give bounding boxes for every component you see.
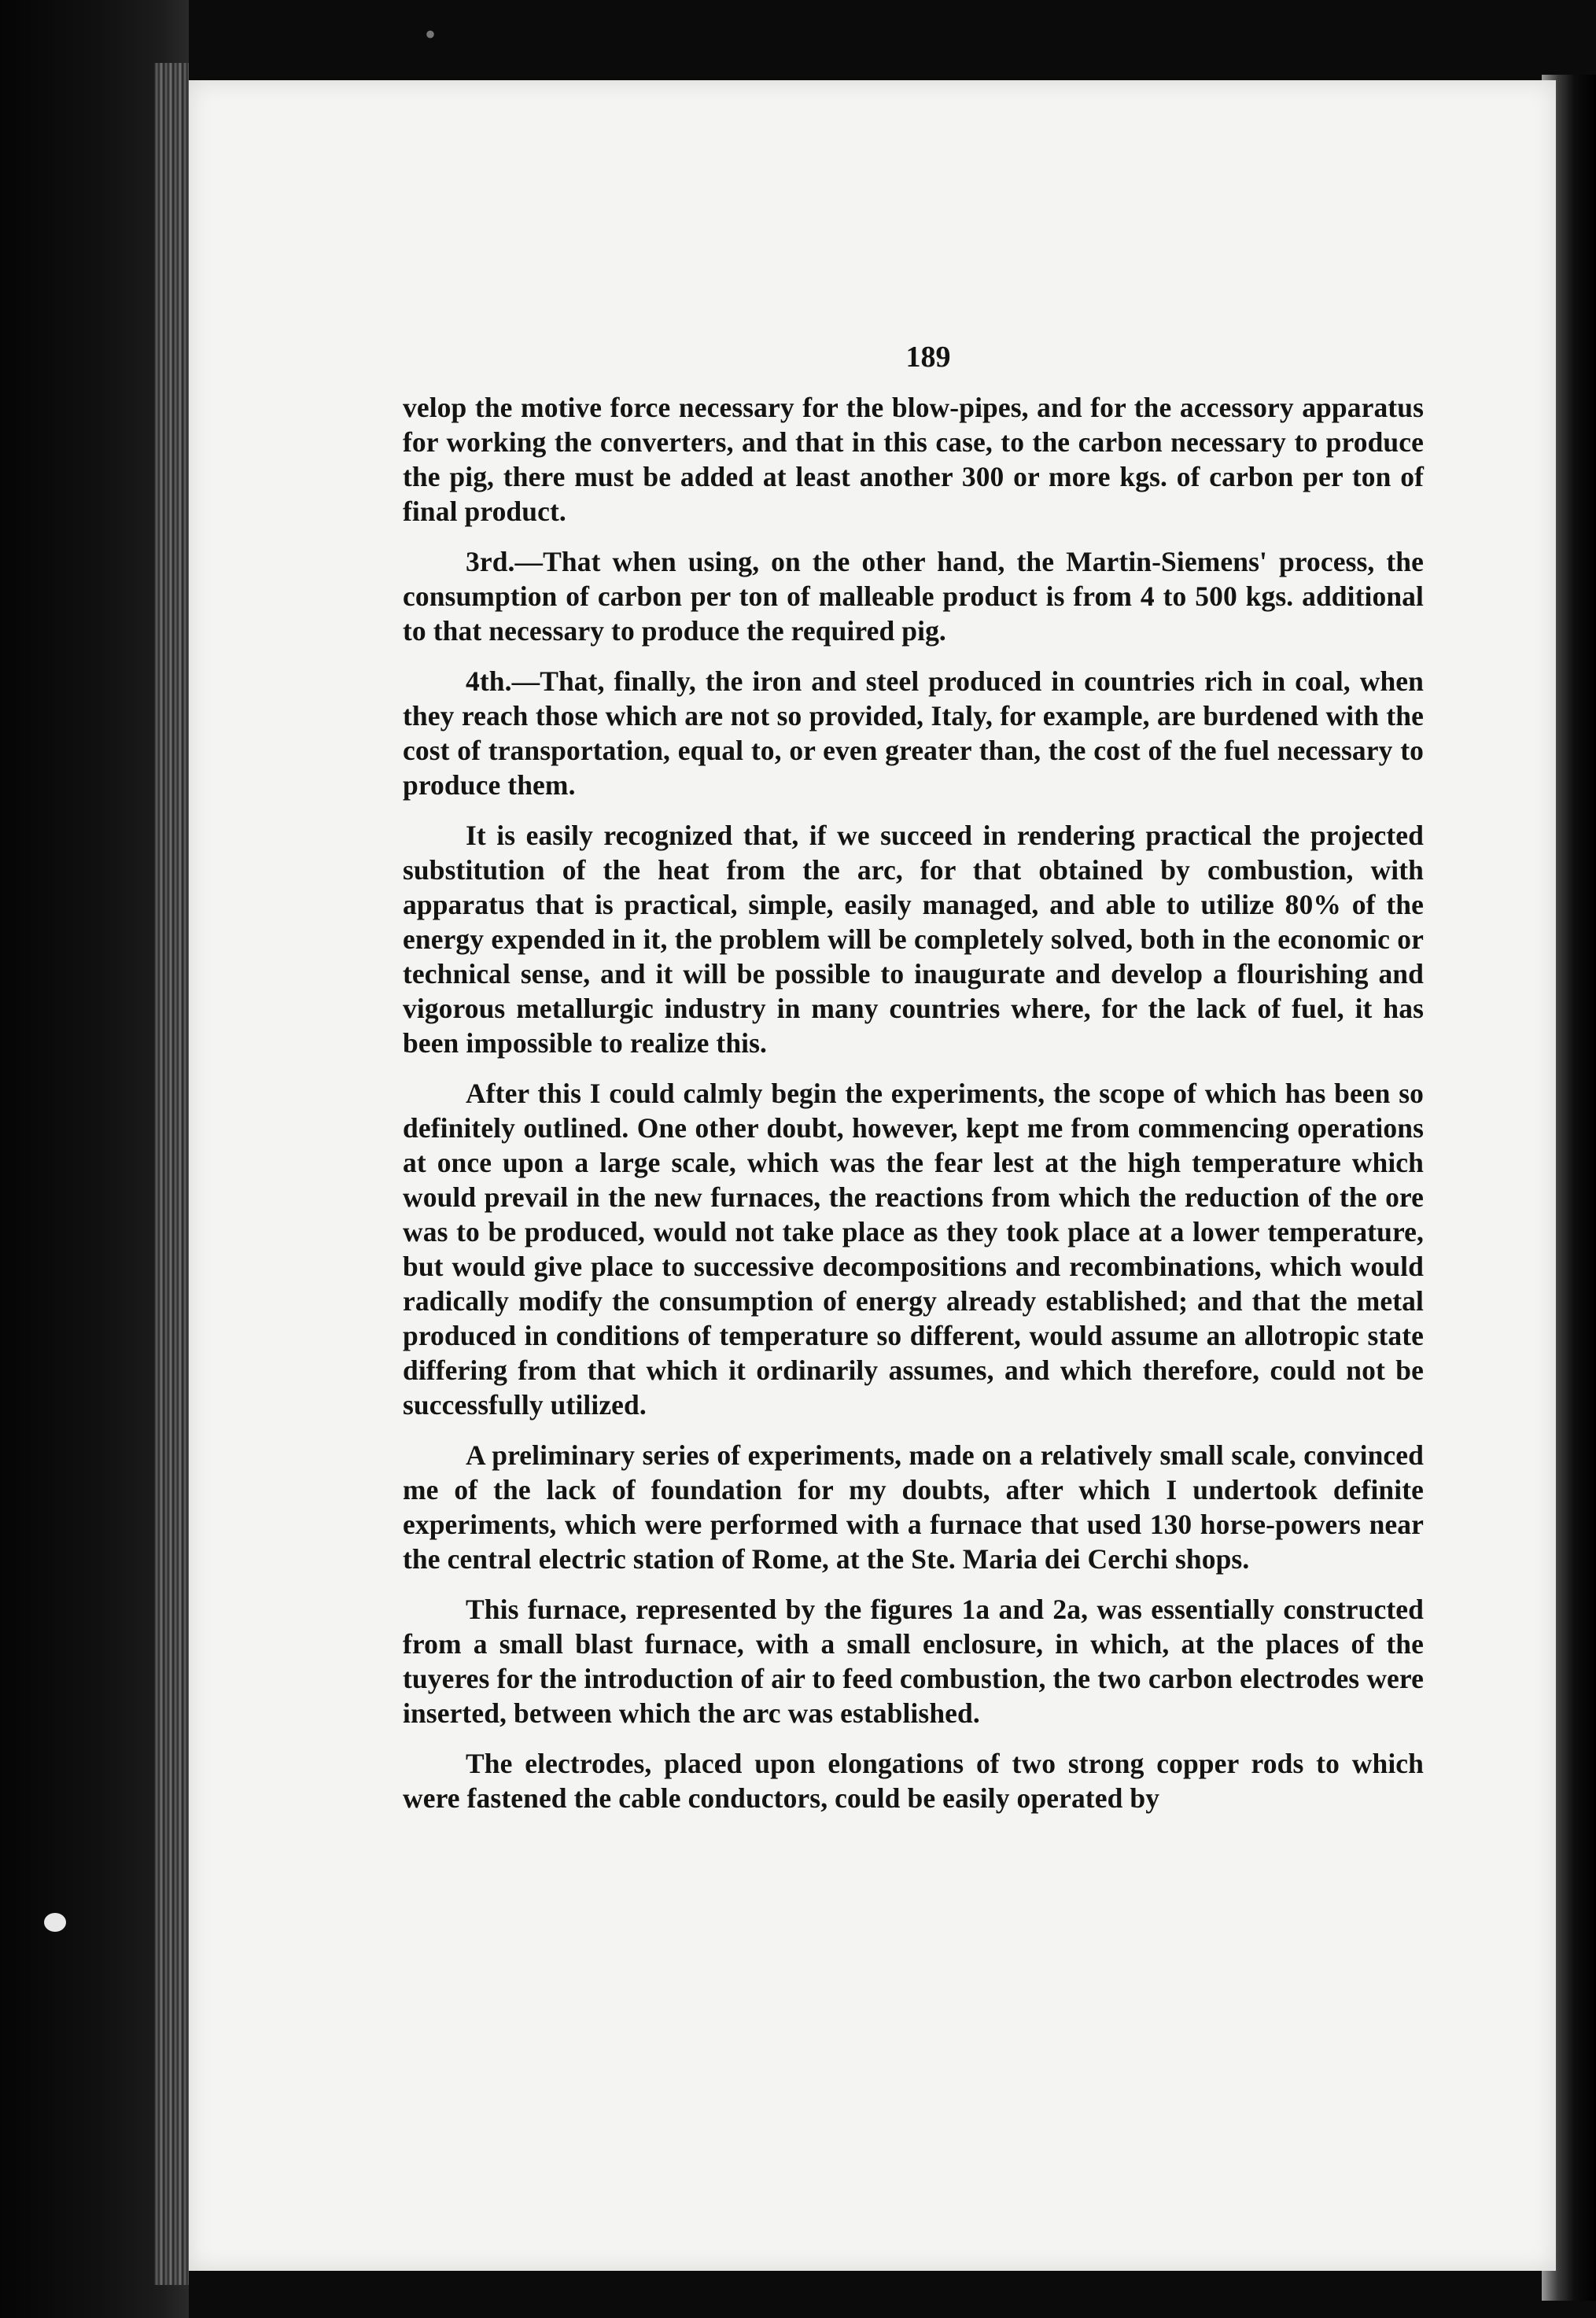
paragraph-2: 3rd.—That when using, on the other hand, the Martin-Siemens' process, the consumption of carbon per ton of malleable product is from 4 to 500 kgs. additional to that necessary to produce the required pig. [403, 546, 1424, 647]
paragraph-4: It is easily recognized that, if we succeed in rendering practical the projected substitution of the heat from the arc, for that obtained by combustion, with apparatus that is practical, simple, easily managed, and able to utilize 80% of the energy expended in it, the problem will be completely solved, both in the economic or technical sense, and it will be possible to inaugurate and develop a flourishing and vigorous metallurgic industry in many countries where, for the lack of fuel, it has been impossible to realize this. [403, 820, 1424, 1059]
paragraph-3: 4th.—That, finally, the iron and steel produced in countries rich in coal, when they reach those which are not so provided, Italy, for example, are burdened with the cost of transportation, equal to, or even greater than, the cost of the fuel necessary to produce them. [403, 665, 1424, 801]
paragraph-7: This furnace, represented by the figures 1a and 2a, was essentially constructed from a small blast furnace, with a small enclosure, in which, at the places of the tuyeres for the introduction of air to feed combustion, the two carbon electrodes were inserted, between which the arc was established. [403, 1594, 1424, 1729]
page-number: 189 [905, 341, 951, 374]
book-page-edges [154, 63, 189, 2285]
paragraph-8: The electrodes, placed upon elongations of two strong copper rods to which were fastened the cable conductors, could be easily operated by [403, 1748, 1424, 1814]
page-body-text [403, 338, 1424, 1831]
paragraph-6: A preliminary series of experiments, made on a relatively small scale, convinced me of the lack of foundation for my doubts, after which I undertook definite experiments, which were performed with a furnace that used 130 horse-powers near the central electric station of Rome, at the Ste. Maria dei Cerchi shops. [403, 1439, 1424, 1575]
scan-mark: • [425, 17, 437, 52]
paragraph-1: velop the motive force necessary for the blow-pipes, and for the accessory apparatus for working the converters, and that in this case, to the carbon necessary to produce the pig, there must be added at least another 300 or more kgs. of carbon per ton of final product. [403, 392, 1424, 527]
scan-speck [44, 1913, 66, 1932]
paragraph-5: After this I could calmly begin the experiments, the scope of which has been so definitely outlined. One other doubt, however, kept me from commencing operations at once upon a large scale, which was the fear lest at the high temperature which would prevail in the new furnaces, the reactions from which the reduction of the ore was to be produced, would not take place as they took place at a lower temperature, but would give place to successive decompositions and recombinations, which would radically modify the consumption of energy already established; and that the metal produced in conditions of temperature so different, would assume an allotropic state differing from that which it ordinarily assumes, and which therefore, could not be successfully utilized. [403, 1078, 1424, 1421]
